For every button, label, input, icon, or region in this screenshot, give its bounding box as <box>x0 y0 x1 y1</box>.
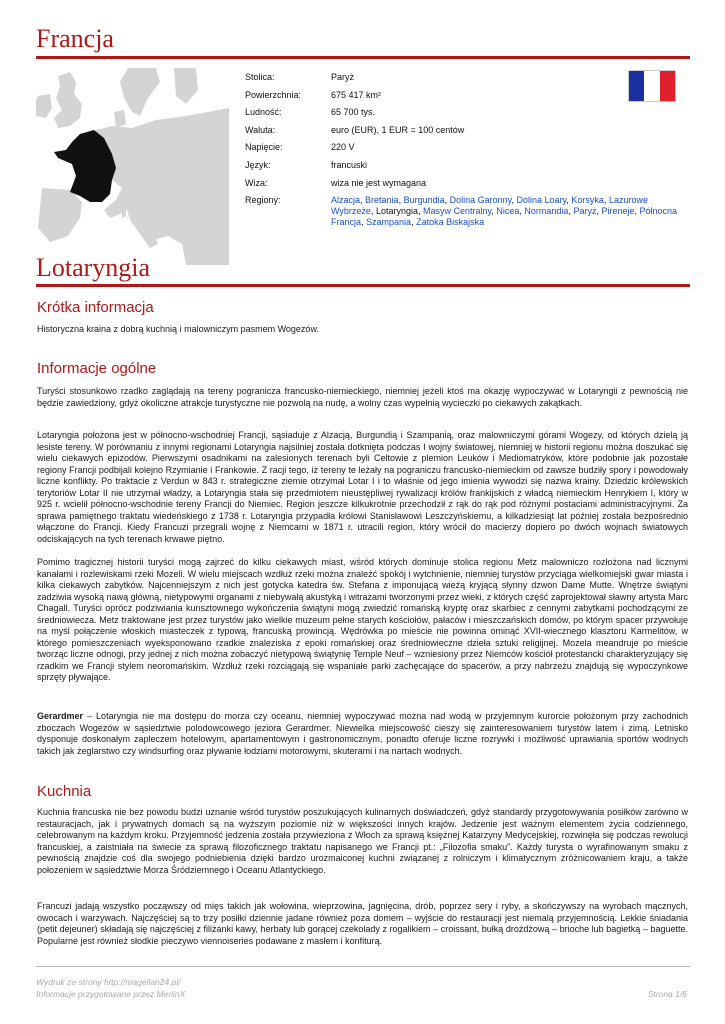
general-paragraph-2: Lotaryngia położona jest w północno-wschodniej Francji, sąsiaduje z Alzacją, Burgundią i Szampanią, oraz malowniczymi górami Wogezy, od których dzielą ją lesiste tereny. W porównaniu z innymi regionami Lotaryngia najsilniej została dotknięta podczas I wojny światowej, niemniej w historii regionu można doszukać się wielu ciekawych epizodów. Pierwszymi osadnikami na zalesionych terenach byli Celtowie z plemion Leuków i Mediomatryków, które podobnie jak pozostałe regiony Francji podbijali kolejno Rzymianie i Frankowie. Z racji tego, iż tereny te leżały na pograniczu francusko-niemieckim od zawsze budziły spory i powodowały liczne konflikty. Po traktacie z Verdun w 843 r. strategiczne ziemie otrzymał Lotar I i to właśnie od jego imienia wywodzi się nazwa krainy. Dziedzic królewskich terytoriów Lotar II nie utrzymał władzy, a Lotaryngia stała się przedmiotem nieustępliwej rywalizacji królów frankijskich z władcą niemieckim Henrykiem I, który w 925 r. wcielił północno-wschodnie tereny Francji do Niemiec. Region jeszcze kilkukrotnie przechodził z rąk do rąk pod różnymi postaciami administracyjnymi. Za sprawa pamiętnego traktatu wiedeńskiego z 1738 r. Lotaryngia przypadła królowi Stanisławowi Leszczyńskiemu, a kilkadziesiąt lat później została bezpośrednio włączone do Francji. Kiedy Francuzi przegrali wojnę z Niemcami w 1871 r. utracili region, który wrócił do macierzy dopiero po dwóch wojnach światowych odciskających na tych terenach krwawe piętno. <box>37 430 688 544</box>
fact-label: Stolica: <box>245 72 275 82</box>
fact-label: Waluta: <box>245 124 276 135</box>
fact-label: Ludność: <box>245 107 282 118</box>
region-link[interactable]: Normandia <box>524 206 569 217</box>
fact-value: wiza nie jest wymagana <box>331 177 427 188</box>
region-link[interactable]: Paryż <box>573 206 597 217</box>
fact-row-voltage <box>245 142 685 153</box>
region-current: Lotaryngia <box>375 206 418 217</box>
title-rule <box>36 56 690 59</box>
europe-map <box>36 68 229 265</box>
country-facts <box>245 72 685 235</box>
footer-rule <box>36 966 690 967</box>
region-rule <box>36 284 690 287</box>
region-title: Lotaryngia <box>36 253 151 282</box>
cuisine-paragraph-1: Kuchnia francuska nie bez powodu budzi uznanie wśród turystów poszukujących kulinarnych doświadczeń, gdyż standardy przygotowywania posiłków zarówno w restauracjach, jak i prywatnych domach są na wyższym poziomie niż w większości innych krajów. Jedzenie jest ważnym elementem życia codziennego, celebrowanym na każdym kroku. Przyjemność jedzenia została przywieziona z Włoch za sprawą księżnej Katarzyny Medycejskiej, rozwinęła się podczas rewolucji francuskiej, a zaistniała na świecie za sprawą filozoficznego traktatu napisanego we Francji pt.: „Filozofia smaku”. Każdy turysta o wyrafinowanym smaku z pewnością znajdzie coś dla swojego podniebienia dzięki bardzo urozmaiconej kuchni związanej z rolniczym i klimatycznym zróżnicowaniem kraju, a także położeniem w sąsiedztwie Morza Śródziemnego i Oceanu Atlantyckiego. <box>37 807 688 875</box>
country-title: Francja <box>36 24 114 53</box>
fact-row-language <box>245 160 685 171</box>
general-paragraph-3: Pomimo tragicznej historii turyści mogą zajrzeć do kilku ciekawych miast, wśród których dominuje stolica regionu Metz malowniczo rozłożona nad licznymi kanałami i rozlewiskami rzeki Mozeli. W wielu miejscach wzdłuż rzeki można znaleźć spokój i wytchnienie, niemniej turystów przyciąga wielkomiejski gwar miasta i kilka ciekawych zabytków. Najcenniejszym z nich jest gotycka katedra św. Stefana z imponującą wieżą kryjącą słynny dzwon Dame Mutte. Wnętrze świątyni zadziwia wysoką nawą główną, nietypowymi organami z niebywałą akustyką i witrażami tworzonymi przez wieki, z których część zaprojektował sławny artysta Marc Chagall. Turyści oprócz podziwiania kunsztownego wykończenia świątyni mogą zwiedzić romańską kryptę oraz skarbiec z cennymi zabytkami pochodzącymi ze średniowiecza. Metz traktowane jest przez turystów jako wielkie muzeum pełne starych kościołów, pałaców i mieszczańskich domów, po którym spacer przywołuje na myśl połączenie włoskich miasteczek z typową, francuską prowincją. Wędrówka po mieście nie powinna ominąć XVII-wiecznego klasztoru Karmelitów, w którego pomieszczeniach wyeksponowano rzadkie znaleziska z epoki romańskiej oraz średniowieczne dzieła sztuki religijnej. Mozela meandruje po mieście tworząc liczne odnogi, przy jednej z nich można zobaczyć nietypową świątynię Temple Neuf – wzniesiony przez Niemców kościół protestancki charakteryzujący się rzadkim we Francji stylem neoromańskim. Wzdłuż rzeki rozciągają się wspaniałe parki zachęcające do spacerów, a przy nabrzeżu znajdują się wypoczynkowe sprzęty pływające. <box>37 557 688 683</box>
fact-value: 220 V <box>331 142 355 153</box>
fact-label: Wiza: <box>245 177 268 188</box>
gerardmer-text: – Lotaryngia nie ma dostępu do morza czy oceanu, niemniej wypoczywać można nad wodą w przyjemnym kurorcie położonym przy zachodnich zboczach Wogezów w sąsiedztwie polodowcowego jeziora Gerardmer. Niewielka miejscowość cieszy się zainteresowaniem turystów latem i zimą. Letnisko dysponuje doskonałym zapleczem hotelowym, apartamentowym i gastronomicznym, ponadto oferuje liczne rozrywki i możliwość uprawiania sportów wodnych takich jak żeglarstwo czy windsurfing oraz pływanie łodziami motorowymi, skuterami i na nartach wodnych. <box>37 711 688 756</box>
footer-credit: Informacje przygotowane przez MerlinX <box>36 989 186 999</box>
fact-value: euro (EUR), 1 EUR = 100 centów <box>331 124 465 135</box>
short-info-text: Historyczna kraina z dobrą kuchnią i malowniczym pasmem Wogezów. <box>37 324 319 334</box>
region-link[interactable]: Pireneje <box>601 206 635 217</box>
region-link[interactable]: Alzacja <box>331 195 361 206</box>
region-link[interactable]: Burgundia <box>403 195 445 206</box>
region-link[interactable]: Lazurowe Wybrzeże <box>331 195 648 217</box>
general-heading: Informacje ogólne <box>37 360 157 377</box>
fact-row-capital <box>245 72 685 83</box>
gerardmer-label: Gerardmer <box>37 711 84 721</box>
fact-row-area <box>245 90 685 101</box>
region-link[interactable]: Dolina Loary <box>516 195 567 206</box>
footer-source: Wydruk ze strony http://magellan24.pl/ <box>36 977 181 987</box>
region-link[interactable]: Bretania <box>365 195 399 206</box>
region-link[interactable]: Zatoka Biskajska <box>416 217 485 228</box>
footer-page-number: Strona 1/6 <box>647 989 687 999</box>
fact-value: francuski <box>331 159 368 170</box>
map-corsica <box>122 206 126 218</box>
region-link[interactable]: Nicea <box>496 206 520 217</box>
fact-row-currency <box>245 125 685 136</box>
fact-value: 65 700 tys. <box>331 107 376 118</box>
fact-label: Język: <box>245 159 271 170</box>
cuisine-heading: Kuchnia <box>37 783 92 800</box>
fact-row-visa <box>245 178 685 189</box>
region-link[interactable]: Korsyka <box>571 195 604 206</box>
regions-list: Alzacja, Bretania, Burgundia, Dolina Garonny, Dolina Loary, Korsyka, Lazurowe Wybrzeże, Lotaryngia, Masyw Centralny, Nicea, Normandia, Paryż, Pireneje, Północna Francja, Szampania, Zatoka Biskajska <box>331 195 678 228</box>
fact-value: Paryż <box>331 72 355 82</box>
region-link[interactable]: Szampania <box>366 217 412 228</box>
fact-label: Powierzchnia: <box>245 89 302 100</box>
region-link[interactable]: Masyw Centralny <box>423 206 492 217</box>
general-paragraph-1: Turyści stosunkowo rzadko zaglądają na tereny pogranicza francusko-niemieckiego, niemniej jeżeli ktoś ma okazję wypoczywać w Lotaryngii z pewnością nie będzie zawiedziony, gdyż okoliczne atrakcje turystyczne nie pozwolą na nudę, a wolny czas wypełnią wycieczki po ciekawych zakątkach. <box>37 386 688 408</box>
region-link[interactable]: Dolina Garonny <box>449 195 512 206</box>
fact-row-regions <box>245 195 685 228</box>
general-paragraph-4 <box>37 711 688 757</box>
short-info-heading: Krótka informacja <box>37 299 154 316</box>
fact-value: 675 417 km² <box>331 89 382 100</box>
fact-label: Napięcie: <box>245 142 283 153</box>
fact-label: Regiony: <box>245 195 281 206</box>
cuisine-paragraph-2: Francuzi jadają wszystko począwszy od mięs takich jak wołowina, wieprzowina, jagnięcina, drób, poprzez sery i ryby, a skończywszy na wyrobach mącznych, owocach i warzywach. Najczęściej są to trzy posiłki dziennie jadane również poza domem – wyjście do restauracji jest niemalą przyjemnością. Lekkie śniadania (petit dejeuner) składają się najczęściej z filiżanki kawy, herbaty lub gorącej czekolady z rogalikiem – croissant, bułką drożdżową – brioche lub bagietką – baguette. Popularne jest również słodkie pieczywo viennoiseries podawane z masłem i konfiturą. <box>37 901 688 946</box>
fact-row-population <box>245 107 685 118</box>
region-link[interactable]: Północna Francja <box>331 206 678 228</box>
